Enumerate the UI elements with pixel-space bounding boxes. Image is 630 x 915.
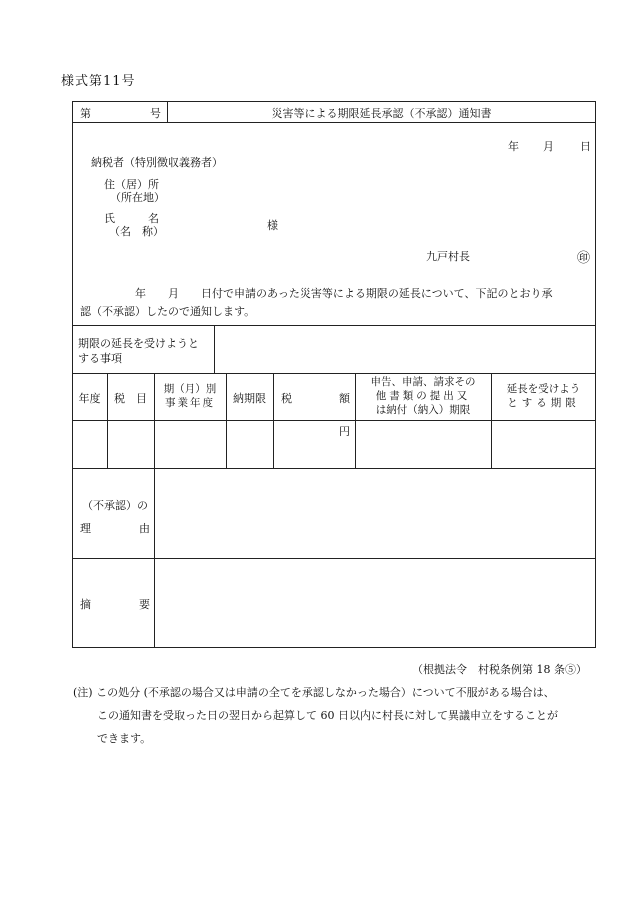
col-header-shinkoku-line-3: は納付（納入）期限 (375, 404, 471, 416)
columns-header-divider (72, 420, 596, 421)
reason-label-ri: 理 (80, 522, 91, 535)
data-row-divider (72, 468, 596, 469)
col-header-kibetsu-line-2: 事業年度 (165, 397, 215, 409)
col-header-encho-line-2: とする期限 (507, 397, 580, 409)
matter-label-line-1: 期限の延長を受けようと (78, 337, 199, 350)
address-sub-label: （所在地） (110, 191, 165, 204)
matter-label-divider (214, 325, 215, 373)
tax-amount-yen-unit: 円 (339, 425, 350, 438)
body-text-line-1: 年 月 日付で申請のあった災害等による期限の延長について、下記のとおり承 (80, 287, 553, 300)
body-divider (72, 325, 596, 326)
matter-divider (72, 373, 596, 374)
date-day: 日 (580, 140, 591, 153)
col-divider-3 (226, 373, 227, 468)
legal-basis: （根拠法令 村税条例第 18 条⑤） (412, 663, 587, 676)
header-divider (72, 122, 596, 123)
col-header-encho-line-1: 延長を受けよう (506, 383, 581, 395)
name-sub-label: （名 称） (109, 225, 164, 238)
number-dai: 第 (80, 107, 91, 120)
col-divider-1 (107, 373, 108, 468)
taxpayer-label: 納税者（特別徴収義務者） (91, 156, 223, 169)
form-number: 様式第11号 (61, 74, 136, 89)
col-header-zeigaku-right: 額 (339, 392, 350, 405)
note-line-2: この通知書を受取った日の翌日から起算して 60 日以内に村長に対して異議申立をすることが (97, 709, 558, 722)
date-month: 月 (543, 140, 554, 153)
label-column-divider (154, 468, 155, 648)
date-year: 年 (508, 140, 519, 153)
col-header-nouki: 納期限 (233, 392, 266, 405)
col-header-zeigaku-left: 税 (281, 392, 292, 405)
col-header-kibetsu-line-1: 期（月）別 (163, 383, 217, 395)
reason-label-yu: 由 (139, 522, 150, 535)
honorific-sama: 様 (267, 219, 278, 232)
issuer-name: 九戸村長 (426, 250, 470, 263)
matter-label-line-2: する事項 (78, 352, 122, 365)
reason-divider (72, 558, 596, 559)
col-header-zeimoku: 税 目 (114, 392, 147, 405)
number-go: 号 (150, 107, 161, 120)
seal-mark: ㊞ (577, 251, 591, 266)
col-divider-4 (273, 373, 274, 468)
note-line-3: できます。 (97, 732, 152, 745)
note-line-1: (注) この処分 (不承認の場合又は申請の全てを承認しなかった場合）について不服がある場合は、 (73, 686, 555, 699)
col-header-nendo: 年度 (78, 392, 101, 405)
name-label: 氏 名 (104, 212, 159, 225)
document-title: 災害等による期限延長承認（不承認）通知書 (271, 107, 492, 120)
col-header-shinkoku-line-1: 申告、申請、請求その (370, 376, 476, 388)
summary-label-teki: 摘 (80, 598, 91, 611)
summary-label-you: 要 (139, 598, 150, 611)
col-header-shinkoku-line-2: 他書類の提出又 (375, 390, 471, 402)
address-label: 住（居）所 (104, 178, 159, 191)
body-text-line-2: 認（不承認）したので通知します。 (80, 305, 256, 318)
reason-label-line-1: （不承認）の (82, 499, 148, 512)
